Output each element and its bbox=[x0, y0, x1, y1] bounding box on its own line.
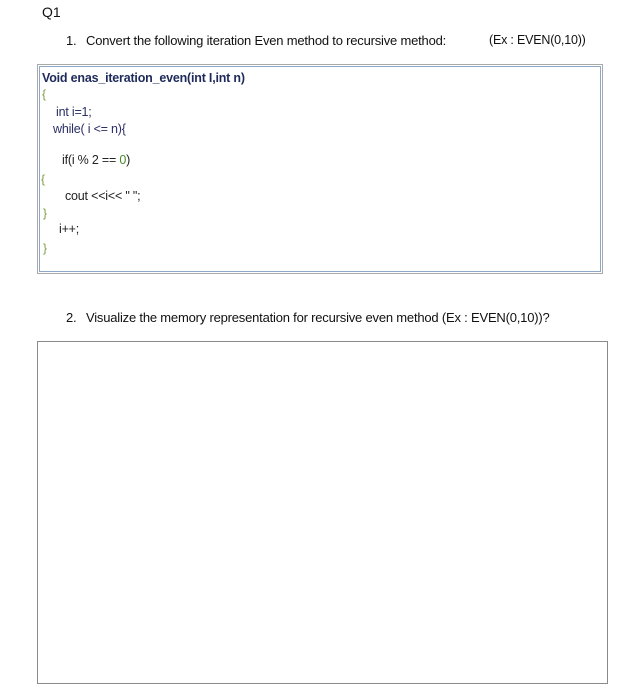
question-2-text: Visualize the memory representation for recursive even method (Ex : EVEN(0,10))? bbox=[86, 310, 550, 325]
question-1-text: Convert the following iteration Even method to recursive method: bbox=[86, 33, 447, 48]
code-line-while: while( i <= n){ bbox=[53, 122, 126, 136]
question-2 bbox=[66, 310, 550, 325]
code-close-brace-2: } bbox=[43, 241, 47, 255]
question-1-number: 1. bbox=[66, 33, 77, 48]
code-line-init: int i=1; bbox=[56, 105, 92, 119]
question-1 bbox=[66, 33, 446, 48]
code-close-brace-1: } bbox=[43, 206, 47, 220]
question-heading: Q1 bbox=[42, 4, 61, 20]
answer-box[interactable] bbox=[37, 341, 608, 684]
code-signature: Void enas_iteration_even(int I,int n) bbox=[42, 71, 245, 85]
code-open-brace-2: { bbox=[41, 172, 45, 186]
code-if-suffix: ) bbox=[126, 153, 131, 167]
code-if-zero: 0 bbox=[119, 153, 127, 167]
code-box bbox=[37, 64, 603, 274]
code-box-inner-border bbox=[39, 66, 601, 272]
code-open-brace-1: { bbox=[42, 87, 46, 101]
code-line-increment: i++; bbox=[59, 222, 80, 236]
code-if-prefix: if(i % 2 == bbox=[62, 153, 120, 167]
question-2-number: 2. bbox=[66, 310, 77, 325]
code-line-cout: cout <<i<< " "; bbox=[65, 189, 141, 203]
code-line-if bbox=[62, 153, 130, 167]
question-1-example: (Ex : EVEN(0,10)) bbox=[489, 33, 586, 47]
